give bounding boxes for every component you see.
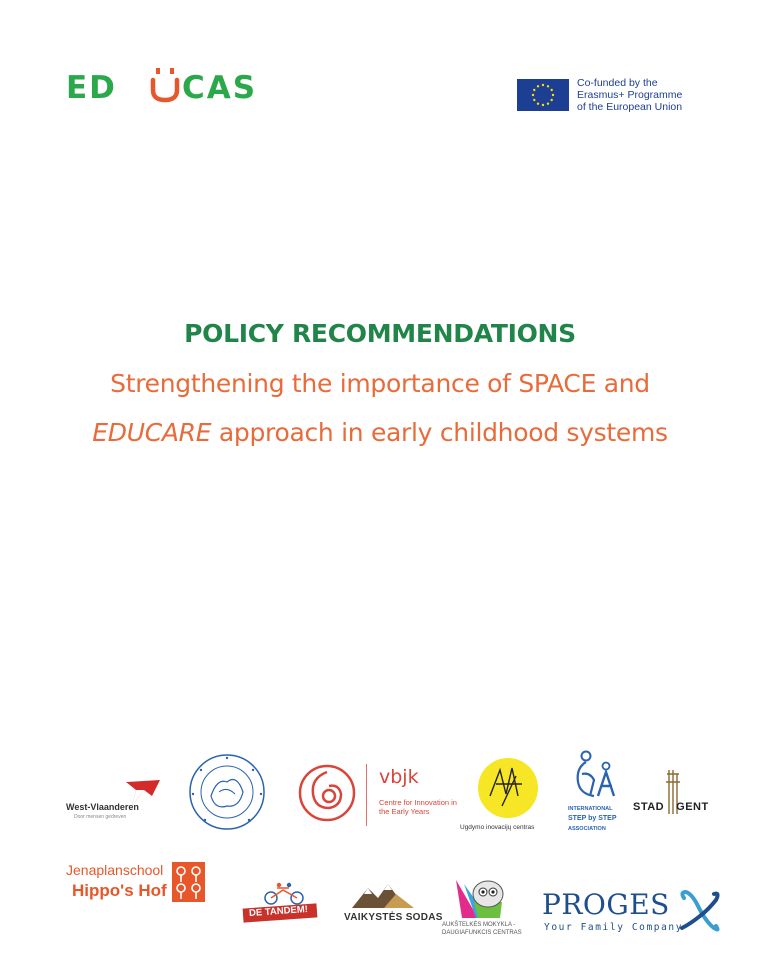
proges-knot-icon	[676, 888, 722, 934]
ugdymo-name: Ugdymo inovacijų centras	[460, 824, 535, 831]
aukstelkes-line-2: DAUGIAFUNKCIS CENTRAS	[442, 930, 522, 936]
page-title: POLICY RECOMMENDATIONS	[184, 319, 576, 348]
partner-alma-mater-seal	[187, 752, 267, 832]
step-line-1: INTERNATIONAL	[568, 806, 613, 812]
stad-gent-part-2: GENT	[676, 801, 709, 813]
educas-logo-text-left: ED	[66, 70, 117, 106]
stad-gent-name	[633, 801, 709, 813]
university-seal-icon	[187, 752, 267, 832]
ugdymo-circle-icon	[460, 756, 552, 822]
partner-aukstelkes-mokykla	[442, 878, 532, 938]
eu-line-1: Co-funded by the	[577, 77, 658, 89]
partner-vaikystes-sodas	[344, 882, 443, 928]
eu-cofunding	[517, 77, 697, 113]
hippo-line-2: Hippo's Hof	[72, 881, 167, 900]
tandem-bike-icon	[243, 882, 323, 906]
eu-line-3: of the European Union	[577, 101, 683, 113]
aukstelkes-line-1: AUKŠTELKĖS MOKYKLA -	[442, 922, 516, 928]
partner-vbjk	[297, 760, 457, 830]
partner-hippos-hof	[66, 862, 206, 906]
owl-icon	[442, 878, 532, 920]
partner-step-by-step	[568, 750, 624, 836]
mountain-icon	[344, 882, 434, 910]
vbjk-name: vbjk	[379, 766, 419, 788]
vaikystes-name: VAIKYSTĖS SODAS	[344, 912, 443, 923]
proges-name: PROGES	[542, 888, 670, 921]
step-by-step-icon	[568, 750, 624, 804]
vbjk-spiral-icon	[297, 760, 367, 830]
educas-logo	[66, 66, 256, 110]
partner-de-tandem	[243, 882, 323, 932]
step-line-3: ASSOCIATION	[568, 826, 606, 832]
partner-ugdymo-inovaciju-centras	[460, 756, 552, 836]
partner-stad-gent	[633, 768, 713, 818]
educas-logo-text-right: CAS	[182, 70, 258, 106]
proges-tagline: Your Family Company	[544, 922, 684, 933]
eu-cofunding-text	[577, 77, 682, 113]
subtitle-educare: EDUCARE	[92, 418, 212, 447]
subtitle-line-2	[0, 418, 760, 447]
smile-icon	[150, 68, 180, 104]
partner-west-vlaanderen	[66, 778, 166, 826]
stad-gent-part-1: STAD	[633, 801, 665, 813]
subtitle-line-2-rest: approach in early childhood systems	[211, 418, 668, 447]
partner-proges	[542, 888, 722, 938]
subtitle-line-1: Strengthening the importance of SPACE and	[110, 369, 650, 398]
eu-line-2: Erasmus+ Programme	[577, 89, 683, 101]
west-vlaanderen-tagline: Door mensen gedreven	[74, 814, 127, 820]
eu-flag-icon	[517, 79, 569, 111]
step-line-2: STEP by STEP	[568, 815, 617, 822]
hippo-line-1: Jenaplanschool	[66, 862, 164, 878]
tandem-name: DE TANDEM!	[248, 903, 309, 920]
west-vlaanderen-name: West-Vlaanderen	[66, 802, 139, 812]
hippo-flowers-icon	[172, 862, 205, 902]
vbjk-description: Centre for Innovation in the Early Years	[379, 798, 457, 816]
